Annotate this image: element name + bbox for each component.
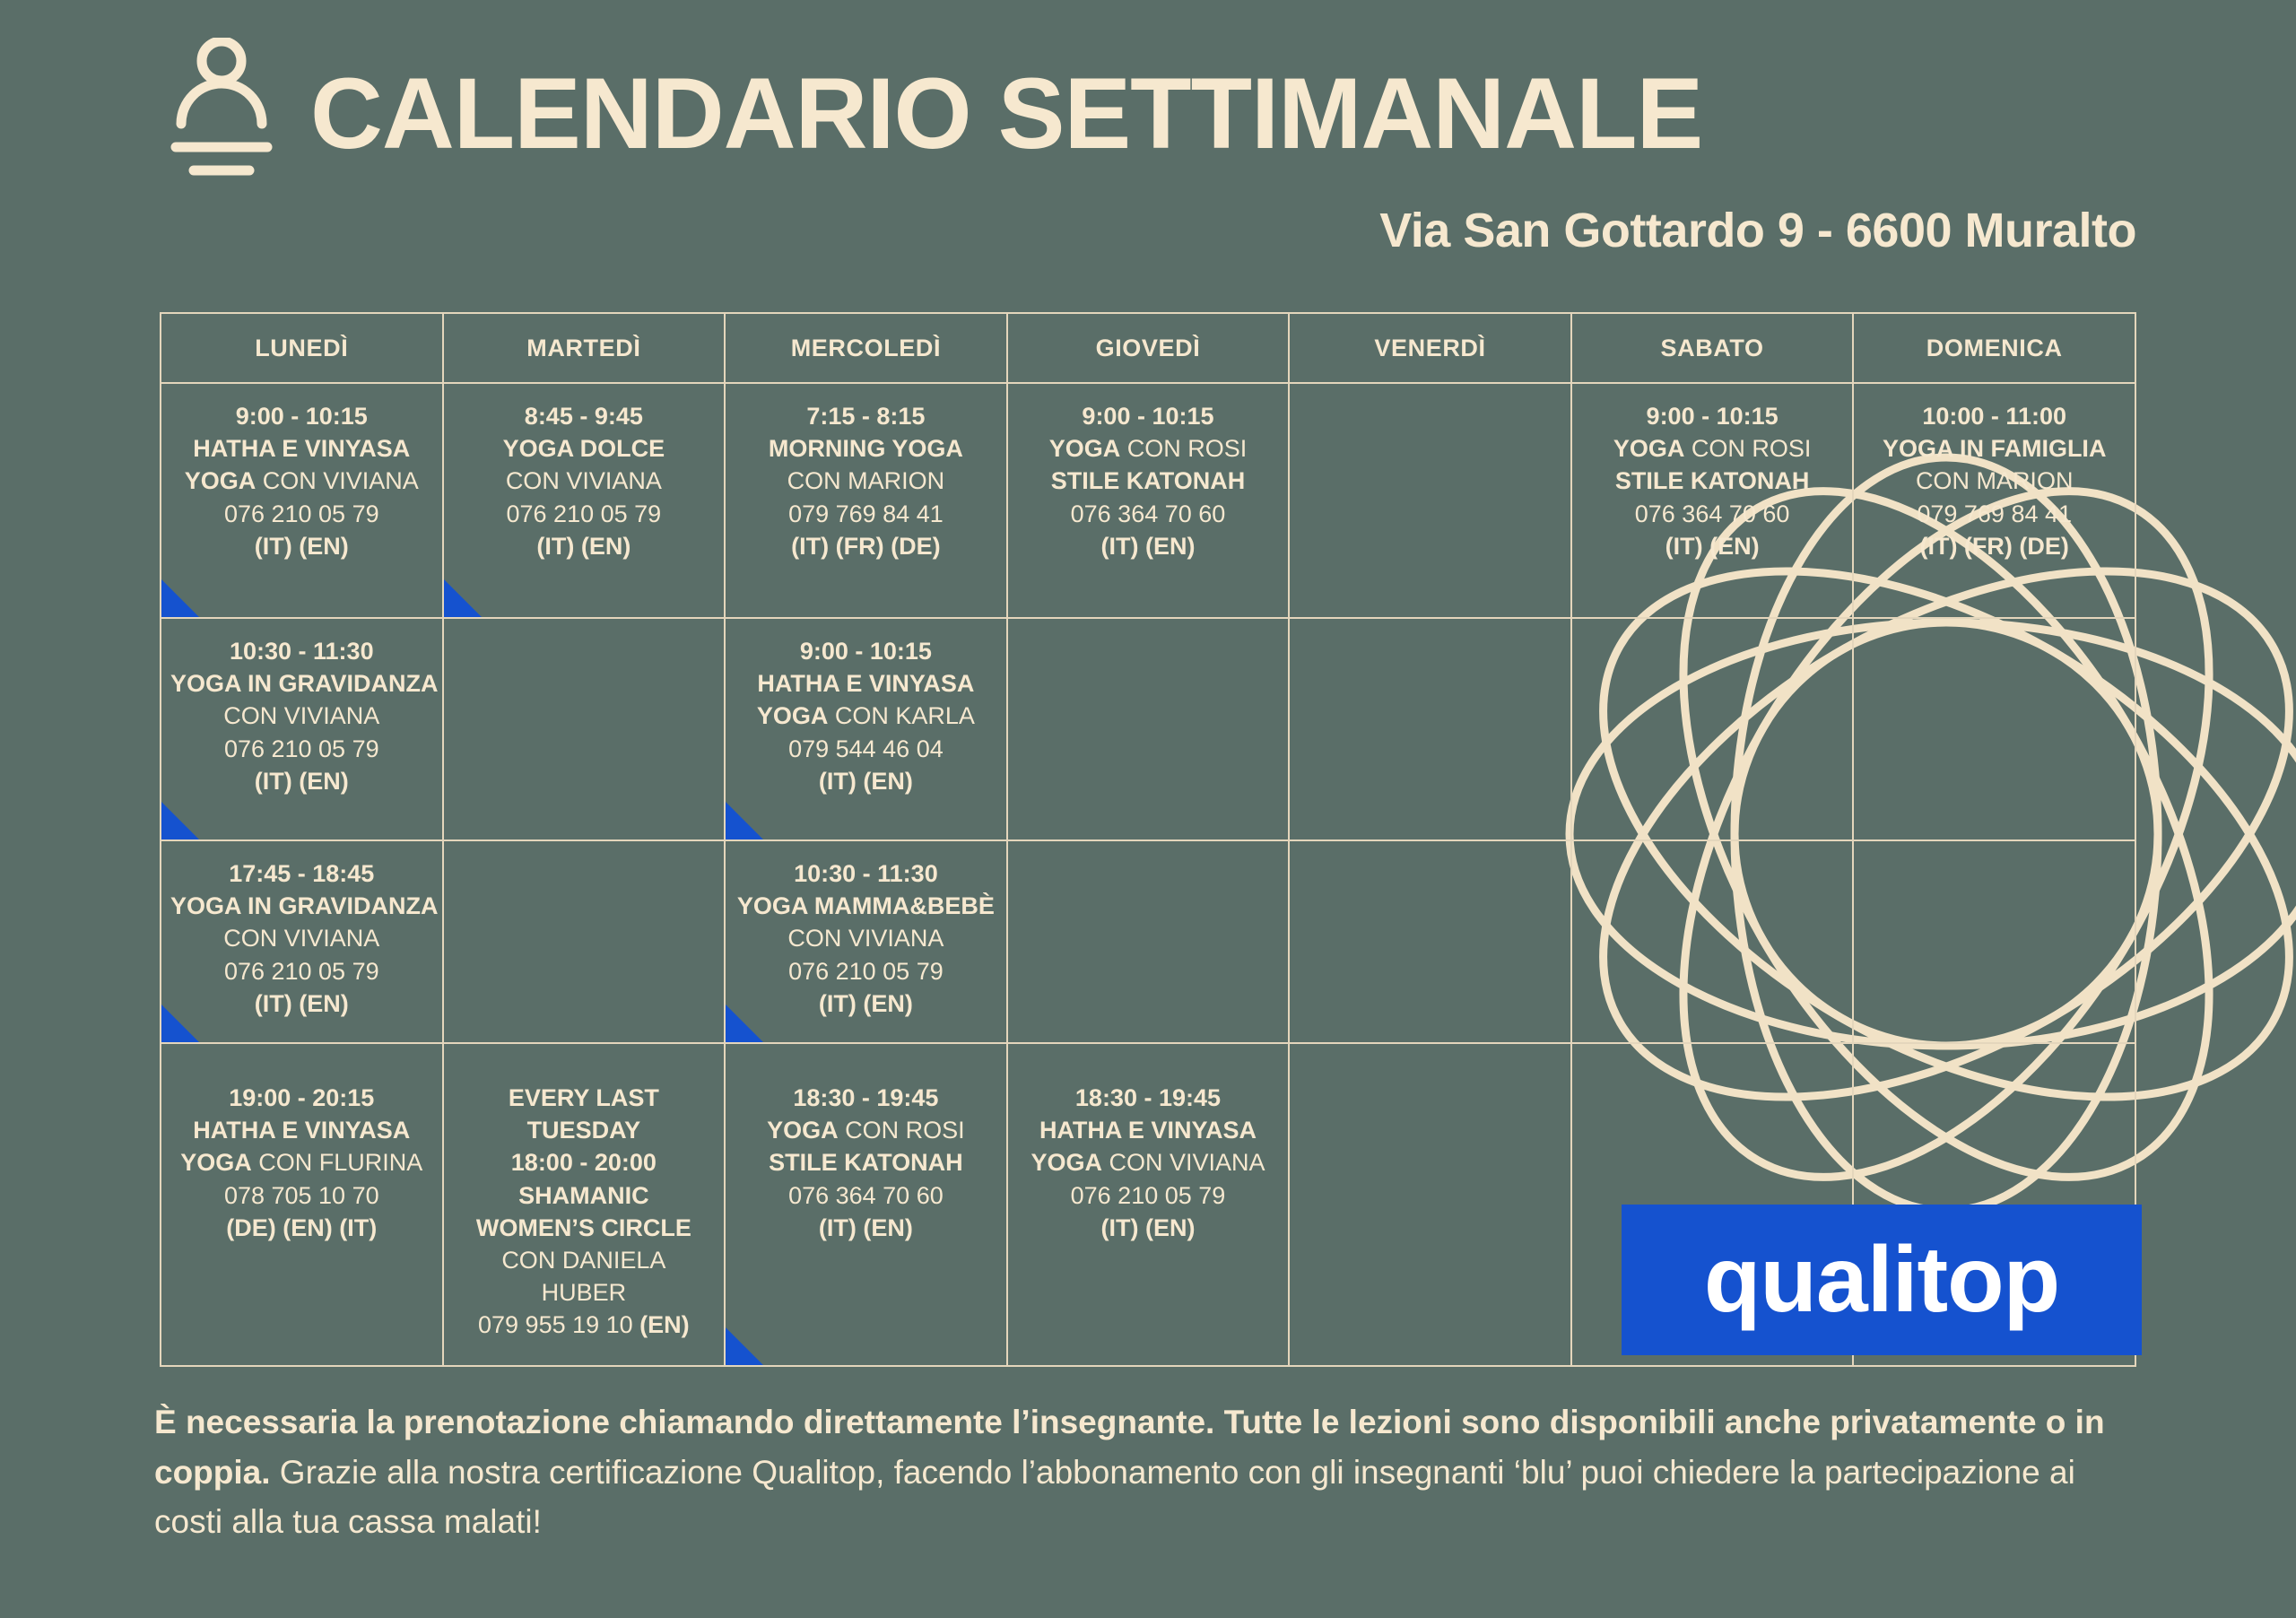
class-line xyxy=(170,1114,433,1146)
class-line xyxy=(735,987,997,1020)
class-line-part: STILE KATONAH xyxy=(1050,467,1246,495)
class-cell-content xyxy=(1854,841,2135,866)
class-line xyxy=(170,955,433,987)
class-cell xyxy=(1007,1043,1290,1366)
class-cell xyxy=(1289,618,1571,840)
class-line xyxy=(1017,1114,1280,1146)
class-cell xyxy=(1571,840,1854,1043)
calendar-row xyxy=(161,840,2135,1043)
class-line xyxy=(1863,432,2126,465)
class-cell xyxy=(1571,383,1854,618)
class-cell xyxy=(1853,383,2135,618)
class-line-part: CON ROSI xyxy=(1684,435,1812,463)
class-cell-content xyxy=(726,384,1006,571)
class-cell xyxy=(1571,618,1854,840)
class-line-part: CON FLURINA xyxy=(251,1149,423,1177)
class-cell-content xyxy=(444,384,725,571)
class-line xyxy=(453,400,716,432)
class-line xyxy=(1017,1212,1280,1244)
class-line xyxy=(735,700,997,732)
class-line xyxy=(1863,530,2126,562)
day-header-7: DOMENICA xyxy=(1853,313,2135,383)
class-cell-content xyxy=(1008,619,1289,644)
class-line xyxy=(453,1146,716,1179)
class-cell xyxy=(161,1043,443,1366)
calendar-header-row xyxy=(161,313,2135,383)
class-line-part: (IT) (EN) xyxy=(254,767,349,795)
class-line xyxy=(170,465,433,497)
class-line xyxy=(1017,465,1280,497)
class-cell-content xyxy=(1854,1044,2135,1091)
day-header-6: SABATO xyxy=(1571,313,1854,383)
class-line xyxy=(735,635,997,667)
class-line-part: CON VIVIANA xyxy=(223,925,380,953)
class-cell-content xyxy=(726,841,1006,1029)
class-line-part: 18:00 - 20:00 xyxy=(510,1149,657,1177)
class-cell xyxy=(161,618,443,840)
class-line xyxy=(735,733,997,765)
class-cell xyxy=(443,383,726,618)
class-line-part: YOGA xyxy=(767,1117,839,1144)
class-line-part: (IT) (FR) (DE) xyxy=(791,532,941,560)
class-line xyxy=(453,1114,716,1146)
class-line-part: (IT) (FR) (DE) xyxy=(1919,532,2069,560)
class-line xyxy=(735,432,997,465)
class-line xyxy=(735,922,997,954)
class-line-part: CON MARION xyxy=(1915,467,2074,495)
qualitop-label: qualitop xyxy=(1703,1228,2060,1332)
class-line xyxy=(453,1244,716,1276)
class-line-part: YOGA xyxy=(184,467,257,495)
class-line xyxy=(170,857,433,890)
class-cell-content xyxy=(161,841,442,1029)
qualitop-teacher-marker xyxy=(161,1005,199,1042)
class-line-part: CON DANIELA xyxy=(501,1246,666,1274)
class-line-part: 076 210 05 79 xyxy=(506,500,662,527)
class-line-part: HATHA E VINYASA xyxy=(193,1117,411,1144)
class-cell-content xyxy=(161,1044,442,1253)
class-cell-content xyxy=(1008,384,1289,571)
class-cell-content xyxy=(1290,384,1570,409)
qualitop-teacher-marker xyxy=(444,579,482,617)
class-line-part: CON MARION xyxy=(787,467,945,495)
class-line-part: (IT) (EN) xyxy=(1665,532,1760,560)
class-line xyxy=(735,890,997,922)
class-cell xyxy=(443,1043,726,1366)
class-line xyxy=(170,1212,433,1244)
class-line xyxy=(1581,530,1844,562)
class-line-part: WOMEN’S CIRCLE xyxy=(475,1214,691,1241)
class-line xyxy=(170,530,433,562)
class-line xyxy=(170,1179,433,1212)
class-cell xyxy=(725,618,1007,840)
class-line xyxy=(735,1114,997,1146)
class-cell xyxy=(1007,383,1290,618)
class-cell-content xyxy=(444,1044,725,1350)
class-line-part: YOGA IN GRAVIDANZA xyxy=(170,892,439,920)
class-line xyxy=(170,700,433,732)
yoga-meditation-icon xyxy=(163,38,280,190)
qualitop-teacher-marker xyxy=(161,579,199,617)
class-line xyxy=(453,1179,716,1212)
class-line xyxy=(1863,498,2126,530)
class-line xyxy=(170,1082,433,1114)
footer-bold-text: È necessaria la prenotazione chiamando direttamente l’insegnante. Tutte le lezioni sono disponibili anche privatamente o in coppia. xyxy=(154,1404,2105,1491)
class-line-part: HATHA E VINYASA xyxy=(757,670,975,698)
class-line-part: HATHA E VINYASA xyxy=(1039,1117,1257,1144)
class-line-part: 076 210 05 79 xyxy=(223,500,379,527)
class-line-part: 076 364 70 60 xyxy=(1070,500,1226,527)
class-line-part: STILE KATONAH xyxy=(1614,467,1810,495)
class-line-part: HATHA E VINYASA xyxy=(193,435,411,463)
class-cell-content xyxy=(726,619,1006,806)
calendar-row xyxy=(161,383,2135,618)
class-line-part: YOGA IN FAMIGLIA xyxy=(1882,435,2107,463)
class-line xyxy=(1581,400,1844,432)
class-line xyxy=(735,1146,997,1179)
class-line xyxy=(735,400,997,432)
class-line xyxy=(1017,498,1280,530)
class-cell xyxy=(725,840,1007,1043)
title-row xyxy=(0,38,2296,190)
qualitop-teacher-marker xyxy=(161,802,199,839)
class-line xyxy=(453,1276,716,1309)
class-cell xyxy=(443,840,726,1043)
class-line xyxy=(1017,432,1280,465)
day-header-2: MARTEDÌ xyxy=(443,313,726,383)
class-line xyxy=(735,955,997,987)
class-line xyxy=(170,922,433,954)
class-cell xyxy=(725,383,1007,618)
class-line xyxy=(170,987,433,1020)
class-line-part: YOGA xyxy=(1031,1149,1102,1177)
class-line xyxy=(735,530,997,562)
class-cell-content xyxy=(1290,841,1570,866)
class-line-part: CON VIVIANA xyxy=(1101,1149,1265,1177)
class-line-part: 19:00 - 20:15 xyxy=(229,1084,375,1111)
class-cell-content xyxy=(444,841,725,866)
class-line-part: 076 210 05 79 xyxy=(788,957,944,985)
class-line xyxy=(1863,400,2126,432)
class-line xyxy=(1581,432,1844,465)
class-line-part: 079 955 19 10 xyxy=(478,1311,633,1339)
day-header-4: GIOVEDÌ xyxy=(1007,313,1290,383)
class-cell xyxy=(1853,840,2135,1043)
class-line-part: STILE KATONAH xyxy=(769,1149,963,1177)
class-line-part: HUBER xyxy=(541,1279,627,1307)
poster-header xyxy=(0,0,2296,258)
class-line-part: CON VIVIANA xyxy=(787,925,944,953)
class-line-part: 8:45 - 9:45 xyxy=(524,403,643,430)
class-line-part: 078 705 10 70 xyxy=(223,1181,379,1209)
class-line xyxy=(170,635,433,667)
class-line-part: (DE) (EN) (IT) xyxy=(226,1214,378,1241)
class-line xyxy=(453,432,716,465)
class-cell-content xyxy=(1572,841,1853,866)
footer-note xyxy=(154,1397,2118,1547)
class-cell xyxy=(1289,840,1571,1043)
class-line xyxy=(735,465,997,497)
class-line xyxy=(1863,465,2126,497)
class-line xyxy=(170,667,439,700)
class-line-part: 076 210 05 79 xyxy=(223,735,379,762)
class-line-part: CON VIVIANA xyxy=(505,467,662,495)
class-line-part: 10:00 - 11:00 xyxy=(1922,403,2066,430)
class-line-part: 9:00 - 10:15 xyxy=(799,638,932,665)
class-line-part: CON KARLA xyxy=(828,702,975,730)
class-line xyxy=(170,890,439,922)
class-cell-content xyxy=(1290,1044,1570,1091)
class-line-part: 17:45 - 18:45 xyxy=(229,860,375,887)
class-line-part: MORNING YOGA xyxy=(768,435,963,463)
class-line xyxy=(1017,1146,1280,1179)
class-line xyxy=(1017,400,1280,432)
class-line xyxy=(1017,1179,1280,1212)
class-line-part: CON ROSI xyxy=(1120,435,1248,463)
day-header-1: LUNEDÌ xyxy=(161,313,443,383)
class-line xyxy=(1017,1082,1280,1114)
class-line-part: 18:30 - 19:45 xyxy=(1074,1084,1222,1111)
class-line xyxy=(735,765,997,797)
class-line-part: YOGA xyxy=(756,702,829,730)
class-cell-content xyxy=(161,384,442,571)
qualitop-badge xyxy=(1622,1205,2142,1355)
class-line xyxy=(735,667,997,700)
class-line xyxy=(735,1179,997,1212)
class-line xyxy=(170,432,433,465)
class-line-part: YOGA DOLCE xyxy=(502,435,665,463)
class-line xyxy=(170,498,433,530)
class-line-part: (IT) (EN) xyxy=(254,532,349,560)
class-line-part: 18:30 - 19:45 xyxy=(793,1084,939,1111)
class-line-part: (IT) (EN) xyxy=(818,767,913,795)
page-title: CALENDARIO SETTIMANALE xyxy=(310,57,1703,170)
class-line-part: YOGA MAMMA&BEBÈ xyxy=(736,892,995,920)
calendar-row xyxy=(161,618,2135,840)
class-line xyxy=(453,465,716,497)
class-line-part: YOGA xyxy=(1048,435,1121,463)
class-line-part: (IT) (EN) xyxy=(1100,1214,1196,1241)
class-line xyxy=(453,1212,716,1244)
class-cell-content xyxy=(1854,384,2135,571)
class-line-part: 076 364 70 60 xyxy=(788,1181,944,1209)
class-line-part: YOGA IN GRAVIDANZA xyxy=(170,670,439,698)
address-subtitle: Via San Gottardo 9 - 6600 Muralto xyxy=(1379,204,2136,257)
class-line-part: SHAMANIC xyxy=(518,1181,649,1209)
class-cell-content xyxy=(1290,619,1570,644)
class-line xyxy=(735,498,997,530)
class-cell-content xyxy=(1008,1044,1289,1253)
class-cell xyxy=(1007,840,1290,1043)
class-line xyxy=(453,1309,716,1341)
class-line xyxy=(1581,465,1844,497)
footer-normal-text: Grazie alla nostra certificazione Qualitop, facendo l’abbonamento con gli insegnanti ‘blu’ puoi chiedere la partecipazione ai costi alla tua cassa malati! xyxy=(154,1453,2075,1540)
class-line xyxy=(453,1082,716,1114)
class-line-part: 076 210 05 79 xyxy=(1070,1181,1226,1209)
qualitop-teacher-marker xyxy=(726,802,763,839)
class-line-part: 079 769 84 41 xyxy=(1917,500,2073,527)
class-cell xyxy=(161,383,443,618)
day-header-5: VENERDÌ xyxy=(1289,313,1571,383)
class-cell-content xyxy=(1572,1044,1853,1091)
class-line-part: 076 210 05 79 xyxy=(223,957,379,985)
qualitop-teacher-marker xyxy=(726,1005,763,1042)
class-cell xyxy=(1853,618,2135,840)
class-line xyxy=(735,1082,997,1114)
class-line xyxy=(170,733,433,765)
class-line-part: CON VIVIANA xyxy=(223,702,380,730)
class-line xyxy=(170,1146,433,1179)
class-cell xyxy=(443,618,726,840)
class-cell-content xyxy=(1854,619,2135,644)
class-line-part: 9:00 - 10:15 xyxy=(1646,403,1779,430)
class-line xyxy=(170,400,433,432)
class-line-part: 079 544 46 04 xyxy=(788,735,944,762)
class-line xyxy=(453,498,716,530)
class-line-part: YOGA xyxy=(1613,435,1685,463)
class-cell xyxy=(1289,1043,1571,1366)
class-line-part: 7:15 - 8:15 xyxy=(806,403,926,430)
class-line-part: EVERY LAST xyxy=(508,1084,659,1111)
qualitop-teacher-marker xyxy=(726,1327,763,1365)
class-line-part: (IT) (EN) xyxy=(536,532,631,560)
class-cell xyxy=(161,840,443,1043)
class-line xyxy=(1017,530,1280,562)
class-line-part: (EN) xyxy=(632,1311,690,1339)
class-line-part: 076 364 70 60 xyxy=(1634,500,1790,527)
class-line xyxy=(453,530,716,562)
class-line-part: CON ROSI xyxy=(838,1117,965,1144)
class-cell-content xyxy=(444,619,725,644)
class-line-part: 10:30 - 11:30 xyxy=(794,860,938,887)
class-cell-content xyxy=(161,619,442,806)
class-cell xyxy=(1289,383,1571,618)
class-line-part: TUESDAY xyxy=(526,1117,641,1144)
class-cell-content xyxy=(1572,384,1853,571)
class-cell xyxy=(725,1043,1007,1366)
class-line-part: CON VIVIANA xyxy=(256,467,419,495)
class-cell xyxy=(1007,618,1290,840)
class-line xyxy=(170,765,433,797)
class-line-part: 10:30 - 11:30 xyxy=(229,638,374,665)
class-cell-content xyxy=(1572,619,1853,644)
day-header-3: MERCOLEDÌ xyxy=(725,313,1007,383)
class-line-part: YOGA xyxy=(180,1149,252,1177)
class-line-part: 9:00 - 10:15 xyxy=(235,403,368,430)
class-cell-content xyxy=(726,1044,1006,1253)
class-line-part: (IT) (EN) xyxy=(254,989,349,1017)
class-line-part: 079 769 84 41 xyxy=(788,500,944,527)
class-cell-content xyxy=(1008,841,1289,866)
class-line-part: (IT) (EN) xyxy=(818,989,913,1017)
class-line xyxy=(735,857,997,890)
class-line-part: 9:00 - 10:15 xyxy=(1082,403,1214,430)
class-line-part: (IT) (EN) xyxy=(1100,532,1196,560)
class-line-part: (IT) (EN) xyxy=(818,1214,913,1241)
class-line xyxy=(1581,498,1844,530)
class-line xyxy=(735,1212,997,1244)
